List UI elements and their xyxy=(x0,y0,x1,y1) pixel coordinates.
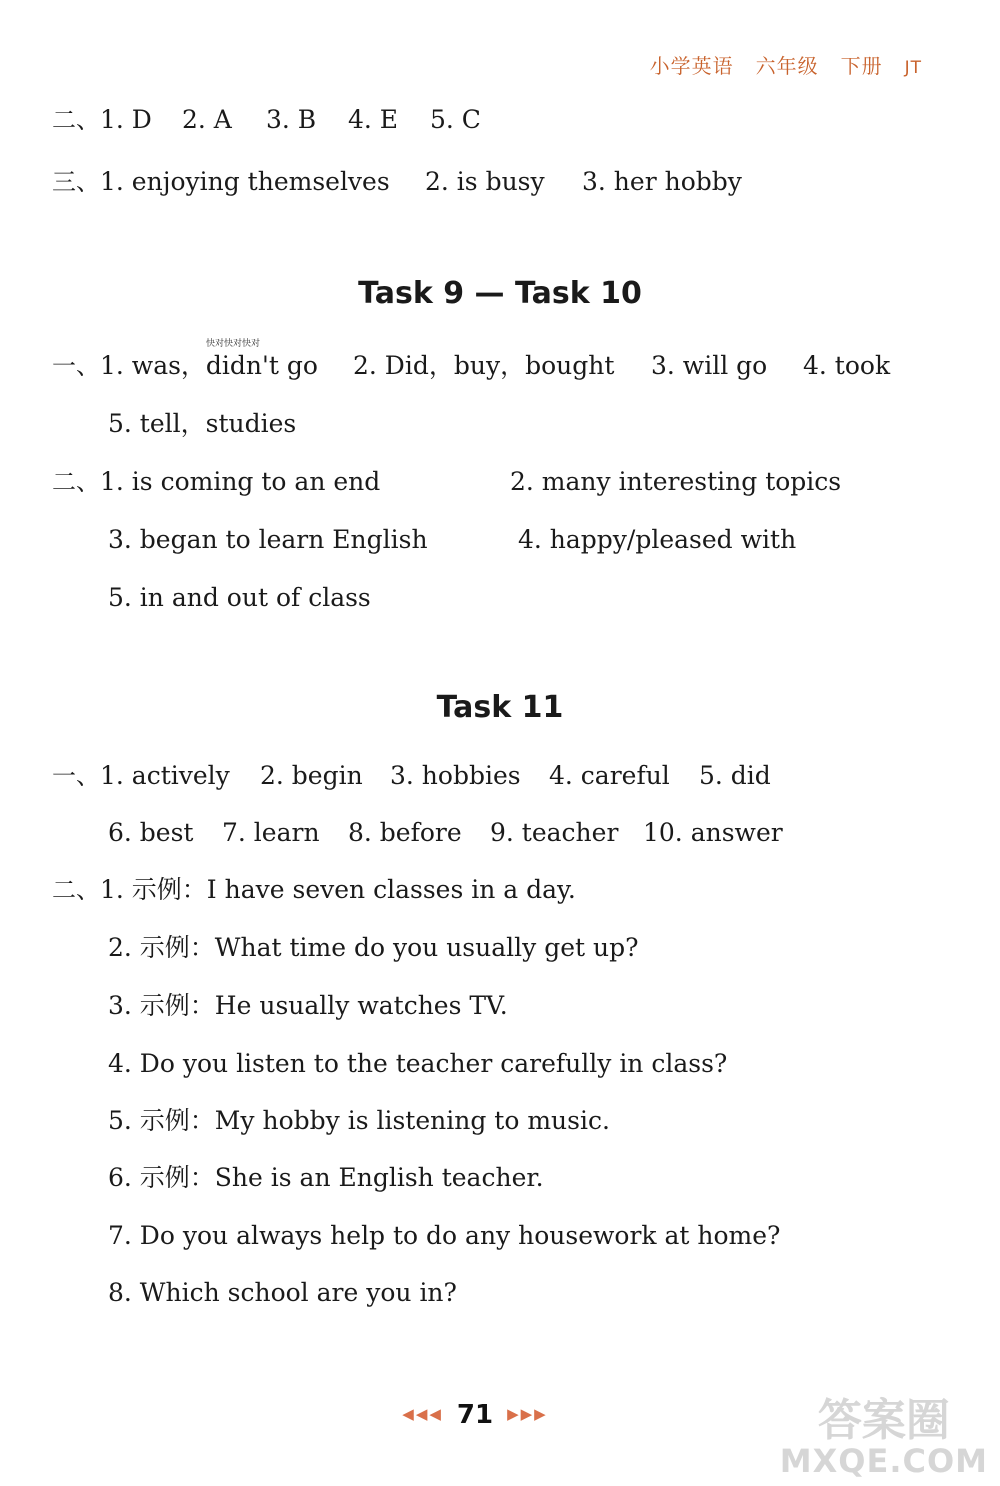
right-arrows-icon: ▶▶▶ xyxy=(507,1405,548,1423)
answer-line-2-item: 5. 示例：My hobby is listening to music. xyxy=(108,1106,610,1135)
answer-line-2-item: 4. Do you listen to the teacher carefully in class? xyxy=(108,1049,728,1078)
answer-item: 3. began to learn English xyxy=(108,525,428,554)
header-volume: 下册 xyxy=(840,54,883,78)
left-arrows-icon: ◀◀◀ xyxy=(402,1405,443,1423)
answer-line-2b xyxy=(108,524,796,556)
answer-item: 2. is busy xyxy=(425,167,545,196)
answer-item: 4. took xyxy=(803,351,891,380)
answer-line-1 xyxy=(52,760,771,792)
answer-line-2 xyxy=(52,104,481,136)
watermark-line1: 答案圈 xyxy=(817,1395,950,1446)
answer-item: 7. learn xyxy=(222,818,320,847)
question-label: 三、 xyxy=(52,168,100,196)
answer-item: 4. careful xyxy=(549,761,670,790)
answer-item: 8. before xyxy=(348,818,462,847)
answer-item: 5. C xyxy=(430,105,481,134)
header-grade: 六年级 xyxy=(755,54,819,78)
answer-line-2-item: 7. Do you always help to do any housework at home? xyxy=(108,1221,781,1250)
answer-item: 2. A xyxy=(182,105,232,134)
answer-item: 3. her hobby xyxy=(582,167,742,196)
answer-item: 3. will go xyxy=(651,351,768,380)
answer-line-2-item: 3. 示例：He usually watches TV. xyxy=(108,991,508,1020)
answer-item: 5. in and out of class xyxy=(108,583,371,612)
answer-item: 4. happy/pleased with xyxy=(518,525,797,554)
question-label: 二、 xyxy=(52,468,100,496)
answer-line-1 xyxy=(52,350,890,382)
answer-item: 1. is coming to an end xyxy=(100,467,381,496)
question-label: 二、 xyxy=(52,876,100,904)
answer-item: 1. was，didn't go xyxy=(100,351,318,380)
answer-item: 9. teacher xyxy=(490,818,619,847)
question-label: 一、 xyxy=(52,762,100,790)
watermark-line2: MXQE.COM xyxy=(779,1442,988,1480)
answer-line-2a xyxy=(52,466,841,498)
page-header xyxy=(650,50,922,79)
section-title: Task 9 — Task 10 xyxy=(358,276,642,311)
answer-item: 1. enjoying themselves xyxy=(100,167,390,196)
answer-item: 2. many interesting topics xyxy=(510,467,842,496)
answer-line-2 xyxy=(52,874,576,906)
answer-line-2-item: 2. 示例：What time do you usually get up? xyxy=(108,933,639,962)
answer-item: 2. Did，buy，bought xyxy=(353,351,615,380)
answer-item: 6. best xyxy=(108,818,194,847)
watermark-logo xyxy=(779,1395,988,1480)
answer-item: 1. 示例：I have seven classes in a day. xyxy=(100,875,576,904)
answer-line-2c xyxy=(108,582,371,614)
answer-item: 1. D xyxy=(100,105,152,134)
answer-item: 4. E xyxy=(348,105,399,134)
answer-item: 3. B xyxy=(266,105,317,134)
answer-line-1-cont xyxy=(108,408,296,440)
section-title: Task 11 xyxy=(436,690,564,725)
handwritten-note: 快对快对快对 xyxy=(206,339,261,349)
answer-item: 1. actively xyxy=(100,761,230,790)
answer-line-1-cont xyxy=(108,817,783,849)
answer-item: 5. tell，studies xyxy=(108,409,297,438)
answer-item: 3. hobbies xyxy=(390,761,521,790)
answer-line-2-item: 8. Which school are you in? xyxy=(108,1278,457,1307)
answer-item: 10. answer xyxy=(643,818,783,847)
answer-item: 5. did xyxy=(699,761,771,790)
answer-line-3 xyxy=(52,166,742,198)
header-subject: 小学英语 xyxy=(649,54,734,78)
question-label: 一、 xyxy=(52,352,100,380)
answer-line-2-item: 6. 示例：She is an English teacher. xyxy=(108,1163,544,1192)
page-number: 71 xyxy=(456,1400,494,1430)
header-edition: JT xyxy=(904,58,922,78)
question-label: 二、 xyxy=(52,106,100,134)
answer-item: 2. begin xyxy=(260,761,363,790)
